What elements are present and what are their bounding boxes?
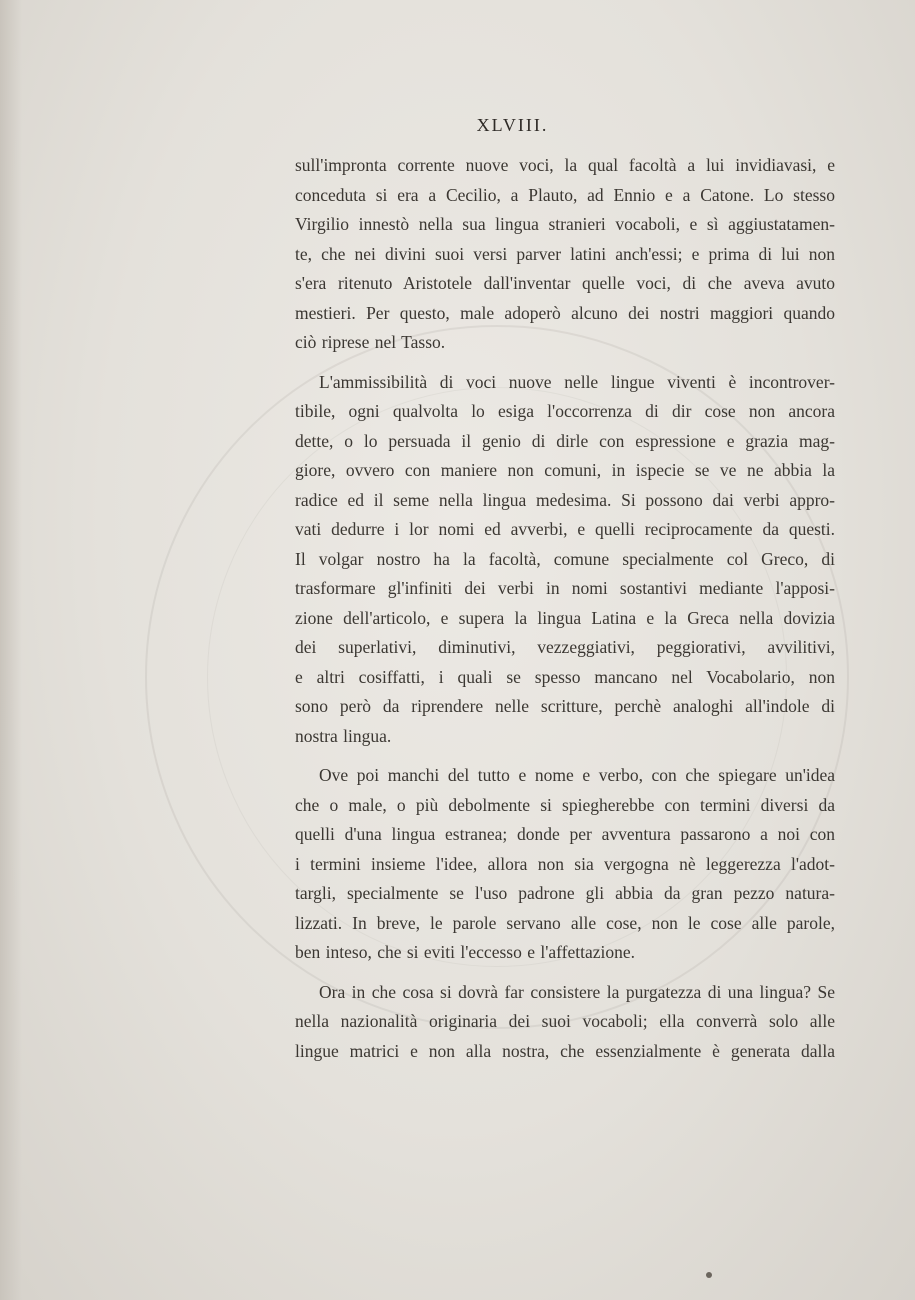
text-line: e altri cosiffatti, i quali se spesso mancano nel Vocabolario, non [295, 666, 835, 687]
paragraph-1 [295, 151, 835, 358]
text-line: te, che nei divini suoi versi parver latini anch'essi; e prima di lui non [295, 243, 835, 264]
text-line: Il volgar nostro ha la facoltà, comune specialmente col Greco, di [295, 548, 835, 569]
text-line: quelli d'una lingua estranea; donde per avventura passarono a noi con [295, 824, 835, 844]
text-line: dette, o lo persuada il genio di dirle con espressione e grazia mag- [295, 430, 835, 451]
paragraph-4 [295, 978, 835, 1067]
paragraph-2 [295, 368, 835, 752]
text-line: zione dell'articolo, e supera la lingua Latina e la Greca nella dovizia [295, 607, 835, 628]
text-line: i termini insieme l'idee, allora non sia vergogna nè leggerezza l'adot- [295, 853, 835, 874]
text-line: giore, ovvero con maniere non comuni, in ispecie se ve ne abbia la [295, 460, 835, 480]
text-line: ben inteso, che si eviti l'eccesso e l'affettazione. [295, 942, 636, 962]
running-head: XLVIII. [476, 115, 549, 135]
ink-spot [706, 1272, 712, 1278]
text-line: vati dedurre i lor nomi ed avverbi, e quelli reciprocamente da questi. [295, 519, 835, 539]
text-line: sull'impronta corrente nuove voci, la qual facoltà a lui invidiavasi, e [295, 155, 835, 175]
text-line: Ove poi manchi del tutto e nome e verbo, con che spiegare un'idea [319, 765, 835, 785]
text-line: nella nazionalità originaria dei suoi vocaboli; ella converrà solo alle [295, 1011, 835, 1031]
text-line: tibile, ogni qualvolta lo esiga l'occorrenza di dir cose non ancora [295, 401, 835, 421]
text-line: trasformare gl'infiniti dei verbi in nomi sostantivi mediante l'apposi- [295, 578, 835, 598]
text-line: mestieri. Per questo, male adoperò alcuno dei nostri maggiori quando [295, 302, 835, 323]
text-line: nostra lingua. [295, 725, 392, 746]
text-line: ciò riprese nel Tasso. [295, 332, 446, 352]
paragraph-3 [295, 761, 835, 968]
text-line: lizzati. In breve, le parole servano alle cose, non le cose alle parole, [295, 912, 835, 933]
text-line: s'era ritenuto Aristotele dall'inventar quelle voci, di che aveva avuto [295, 273, 835, 293]
text-line: sono però da riprendere nelle scritture, perchè analoghi all'indole di [295, 696, 835, 716]
text-line: targli, specialmente se l'uso padrone gli abbia da gran pezzo natura- [295, 883, 835, 903]
text-line: radice ed il seme nella lingua medesima. Si possono dai verbi appro- [295, 489, 835, 510]
text-line: conceduta si era a Cecilio, a Plauto, ad Ennio e a Catone. Lo stesso [295, 184, 835, 205]
text-line: che o male, o più debolmente si spiegherebbe con termini diversi da [295, 794, 835, 815]
text-line: Virgilio innestò nella sua lingua stranieri vocaboli, e sì aggiustatamen- [295, 214, 835, 234]
page-edge-shadow [0, 0, 22, 1300]
text-line: dei superlativi, diminutivi, vezzeggiativi, peggiorativi, avvilitivi, [295, 637, 835, 657]
body-text [295, 151, 835, 1076]
text-line: lingue matrici e non alla nostra, che essenzialmente è generata dalla [295, 1040, 835, 1061]
text-line: L'ammissibilità di voci nuove nelle lingue viventi è incontrover- [319, 371, 835, 392]
text-line: Ora in che cosa si dovrà far consistere la purgatezza di una lingua? Se [319, 981, 835, 1002]
